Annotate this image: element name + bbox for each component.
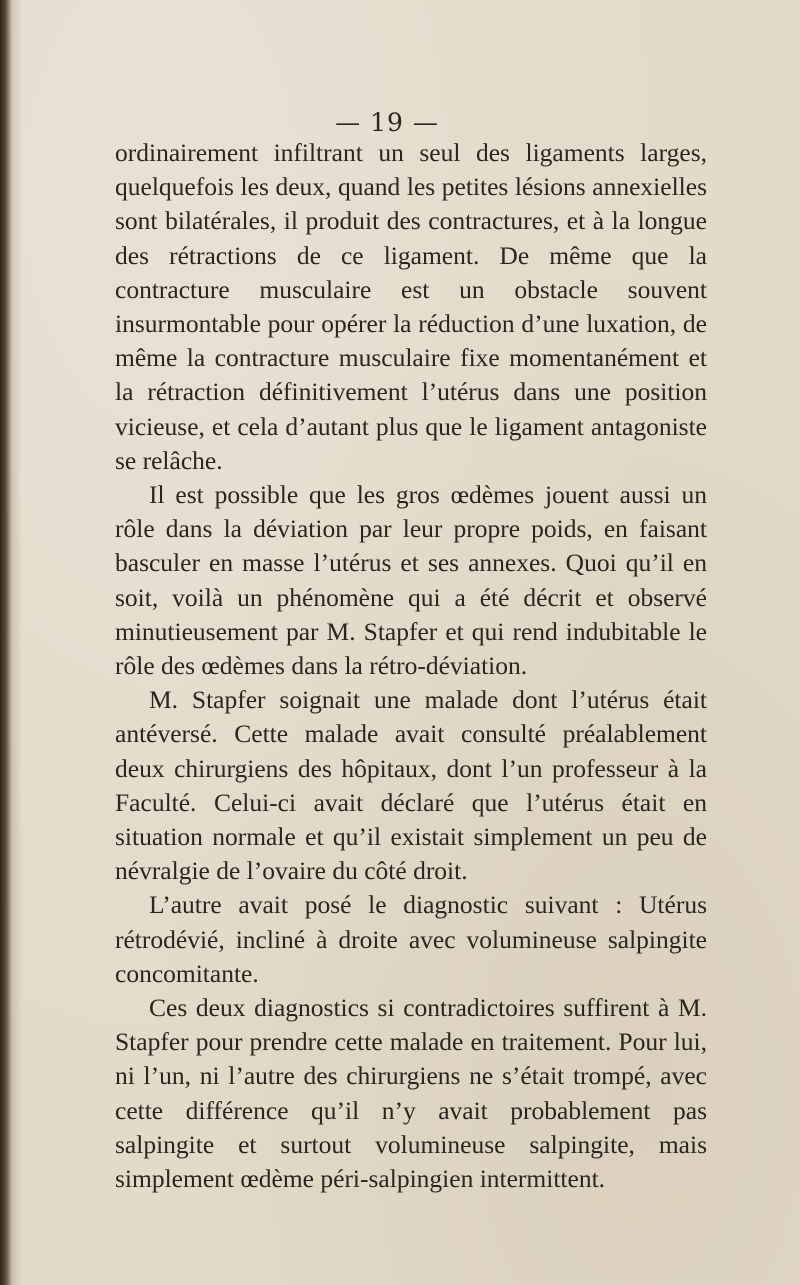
- body-text: [115, 136, 707, 1196]
- binding-edge: [0, 0, 12, 1285]
- paragraph: Ces deux diagnostics si contradictoires suffirent à M. Stapfer pour prendre cette malade en traitement. Pour lui, ni l’un, ni l’autre des chirurgiens ne s’était trompé, avec cette différence qu’il n’y avait probablement pas salpingite et surtout volumineuse salpingite, mais simplement œdème péri-salpingien intermittent.: [115, 993, 707, 1194]
- paragraph: Il est possible que les gros œdèmes jouent aussi un rôle dans la déviation par leur propre poids, en faisant basculer en masse l’utérus et ses annexes. Quoi qu’il en soit, voilà un phénomène qui a été décrit et observé minutieusement par M. Stapfer et qui rend indubitable le rôle des œdèmes dans la rétro-déviation.: [115, 480, 707, 681]
- paragraph: ordinairement infiltrant un seul des ligaments larges, quelquefois les deux, quand les petites lésions annexielles sont bilatérales, il produit des contractures, et à la longue des rétractions de ce ligament. De même que la contracture musculaire est un obstacle souvent insurmontable pour opérer la réduction d’une luxation, de même la contracture musculaire fixe momentanément et la rétraction définitivement l’utérus dans une position vicieuse, et cela d’autant plus que le ligament antagoniste se relâche.: [115, 138, 707, 475]
- paragraph: M. Stapfer soignait une malade dont l’utérus était antéversé. Cette malade avait consulté préalablement deux chirurgiens des hôpitaux, dont l’un professeur à la Faculté. Celui-ci avait déclaré que l’utérus était en situation normale et qu’il existait simplement un peu de névralgie de l’ovaire du côté droit.: [115, 685, 707, 886]
- paragraph: L’autre avait posé le diagnostic suivant : Utérus rétrodévié, incliné à droite avec volumineuse salpingite concomitante.: [115, 890, 707, 988]
- page-number: — 19 —: [335, 108, 439, 137]
